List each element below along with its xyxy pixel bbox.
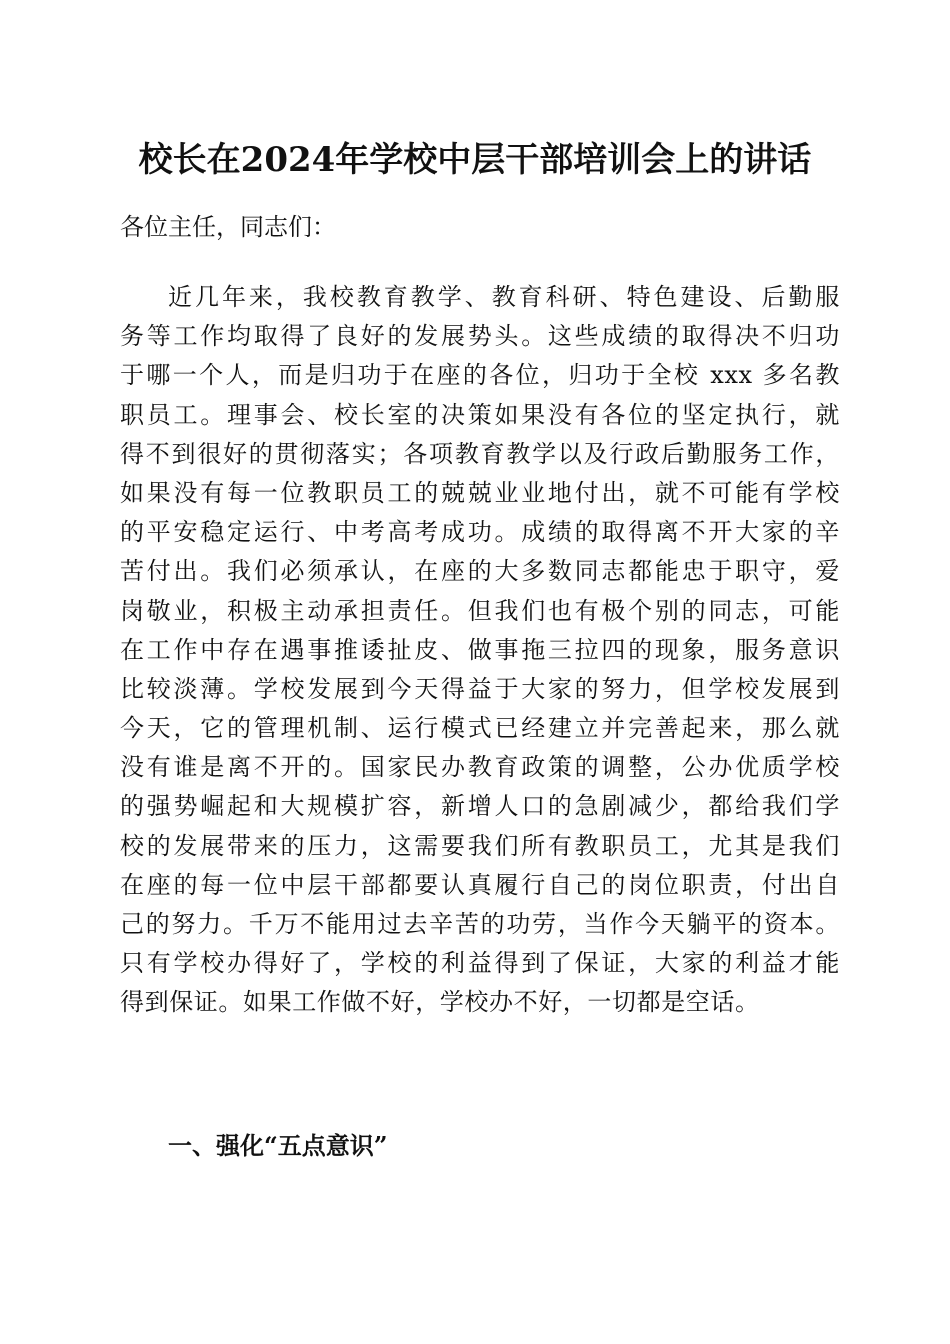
paragraph-line: 在座的每一位中层干部都要认真履行自己的岗位职责，付出自 [120,870,840,899]
paragraph-line: 的强势崛起和大规模扩容，新增人口的急剧减少，都给我们学 [120,792,840,821]
paragraph-line: 的平安稳定运行、中考高考成功。成绩的取得离不开大家的辛 [120,518,840,547]
paragraph-line: 得到保证。如果工作做不好，学校办不好，一切都是空话。 [120,988,760,1017]
paragraph-line: 务等工作均取得了良好的发展势头。这些成绩的取得决不归功 [120,322,840,351]
paragraph-line: 苦付出。我们必须承认，在座的大多数同志都能忠于职守，爱 [120,557,840,586]
paragraph-line: 如果没有每一位教职员工的兢兢业业地付出，就不可能有学校 [120,478,840,507]
paragraph-line: 在工作中存在遇事推诿扯皮、做事拖三拉四的现象，服务意识 [120,635,840,664]
section-heading: 一、强化“五点意识” [168,1131,388,1160]
paragraph-line: 校的发展带来的压力，这需要我们所有教职员工，尤其是我们 [120,831,840,860]
paragraph-line: 比较淡薄。学校发展到今天得益于大家的努力，但学校发展到 [120,674,840,703]
paragraph-line: 得不到很好的贯彻落实；各项教育教学以及行政后勤服务工作， [120,439,840,468]
paragraph-line: 只有学校办得好了，学校的利益得到了保证，大家的利益才能 [120,949,840,978]
paragraph-line: 己的努力。千万不能用过去辛苦的功劳，当作今天躺平的资本。 [120,910,840,938]
paragraph-line: 岗敬业，积极主动承担责任。但我们也有极个别的同志，可能 [120,596,840,625]
paragraph-line: 今天，它的管理机制、运行模式已经建立并完善起来，那么就 [120,714,840,743]
paragraph-line: 没有谁是离不开的。国家民办教育政策的调整，公办优质学校 [120,753,840,782]
salutation: 各位主任，同志们： [120,213,336,241]
paragraph-line: 于哪一个人，而是归功于在座的各位，归功于全校 xxx 多名教 [120,361,840,390]
document-title: 校长在2024年学校中层干部培训会上的讲话 [138,140,812,180]
body-paragraph [120,278,840,1023]
paragraph-line: 近几年来，我校教育教学、教育科研、特色建设、后勤服 [168,283,840,311]
paragraph-line: 职员工。理事会、校长室的决策如果没有各位的坚定执行，就 [120,400,840,429]
